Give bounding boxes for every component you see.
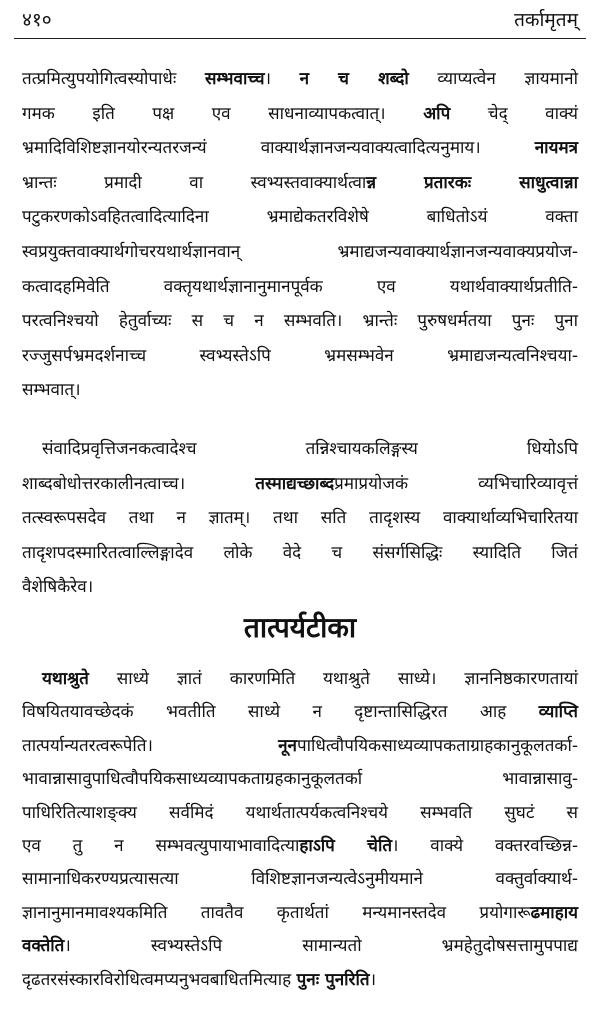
text-run: सामानाधिकरण्यप्रत्यासत्या विशिष्टज्ञानजन्यत्वेऽनुमीयमाने वक्तुर्वाक्यार्थ- (22, 869, 578, 889)
text-run: तत्प्रमित्युपयोगित्वस्योपाधेः (22, 69, 205, 89)
bold-text: न च शब्दो (299, 69, 409, 89)
text-run: शाब्दबोधोत्तरकालीनत्वाच्च। (22, 474, 256, 494)
text-run: गमक इति पक्ष एव साधनाव्यापकत्वात्। (22, 104, 424, 124)
text-line (22, 729, 578, 763)
text-run: साध्ये ज्ञातं कारणमिति यथाश्रुते साध्ये। ज्ञाननिष्ठकारणतायां (88, 669, 578, 689)
text-run: तात्पर्यान्यतरत्वरूपेति। (22, 736, 279, 756)
text-line (22, 339, 578, 373)
text-run: प्रमाप्रयोजकं व्यभिचारिव्यावृत्तं (334, 474, 578, 494)
text-line (22, 467, 578, 501)
text-line (22, 200, 578, 234)
text-line (22, 131, 578, 165)
text-run: । वाक्ये वक्तरवच्छिन्न- (392, 836, 578, 856)
text-line (22, 695, 578, 729)
text-run: । (369, 970, 377, 990)
text-run: । (264, 69, 300, 89)
text-run: पाधिरितित्याशङ्क्य सर्वमिदं यथार्थतात्पर्यकत्वनिश्चये सम्भवति सुघटं स (22, 803, 578, 823)
text-line (22, 570, 578, 604)
text-line (22, 270, 578, 304)
text-run: विषयितयावच्छेदकं भवतीति साध्ये न दृष्टान्तासिद्धिरत आह (22, 702, 539, 722)
text-run: रज्जुसर्पभ्रमदर्शनाच्च स्वभ्यस्तेऽपि भ्रमसम्भवेन भ्रमाद्यजन्यत्वनिश्चया- (22, 346, 578, 366)
bold-text: तस्माद्यच्छाब्द (255, 474, 335, 494)
text-run: वैशेषिकैरेव। (22, 577, 94, 597)
bold-text: हाऽपि चेति (299, 836, 393, 856)
text-line (22, 304, 578, 338)
text-line (22, 62, 578, 96)
header-rule (14, 38, 586, 39)
text-line (22, 796, 578, 830)
bold-text: अपि (423, 104, 451, 124)
text-run: भ्रान्तः प्रमादी वा स्वभ्यस्तवाक्यार्थत्वा (22, 173, 367, 193)
text-run: भावान्नासावुपाधित्वौपयिकसाध्यव्यापकताग्रहकानुकूलतर्का भावान्नासावु- (22, 769, 578, 789)
bold-text: पुनः पुनरिति (296, 970, 370, 990)
bold-text: ढमाहाय (530, 903, 578, 923)
text-line (22, 862, 578, 896)
text-line (22, 929, 578, 963)
text-run: भ्रमादिविशिष्टज्ञानयोरन्यतरजन्यं वाक्यार्थज्ञानजन्यवाक्यत्वादित्यनुमाय। (22, 138, 535, 158)
text-line (22, 166, 578, 200)
bold-text: यथाश्रुते (42, 669, 89, 689)
running-title: तर्कामृतम् (514, 9, 578, 31)
text-run: पाधित्वौपयिकसाध्यव्यापकताग्राहकानुकूलतर्का- (296, 736, 578, 756)
text-run: सम्भवात्। (22, 380, 81, 400)
text-line (22, 235, 578, 269)
section-heading: तात्पर्यटीका (243, 611, 357, 644)
text-line (42, 432, 578, 466)
text-run: स्वप्रयुक्तवाक्यार्थगोचरयथार्थज्ञानवान् भ्रमाद्यजन्यवाक्यार्थज्ञानजन्यवाक्यप्रयोज- (22, 242, 578, 262)
text-line (22, 373, 578, 407)
text-run: दृढतरसंस्कारविरोधित्वमप्यनुभवबाधितमित्याह (22, 970, 297, 990)
bold-text: व्याप्ति (538, 702, 578, 722)
text-run: तत्स्वरूपसदेव तथा न ज्ञातम्। तथा सति तादृशस्य वाक्यार्थाव्यभिचारितया (22, 508, 578, 528)
text-run: परत्वनिश्चयो हेतुर्वाच्यः स च न सम्भवति। भ्रान्तेः पुरुषधर्मतया पुनः पुना (22, 311, 578, 331)
text-line (22, 97, 578, 131)
text-line (22, 829, 578, 863)
text-line (22, 963, 578, 997)
text-run: एव तु न सम्भवत्युपायाभावादित्या (22, 836, 300, 856)
text-run: व्याप्यत्वेन ज्ञायमानो (408, 69, 579, 89)
bold-text: सम्भवाच्च (204, 69, 265, 89)
text-line (22, 501, 578, 535)
bold-text: वक्तेति (22, 936, 65, 956)
text-line (42, 662, 578, 696)
page-number: ४१० (22, 9, 52, 31)
text-run: पटुकरणकोऽवहितत्वादित्यादिना भ्रमाद्येकतरविशेषे बाधितोऽयं वक्ता (22, 207, 578, 227)
text-run: संवादिप्रवृत्तिजनकत्वादेश्च तन्निश्चायकलिङ्गस्य धियोऽपि (42, 439, 578, 459)
bold-text: न्न प्रतारकः साधुत्वान्ना (366, 173, 578, 193)
bold-text: नून (278, 736, 297, 756)
page-header (22, 6, 578, 36)
text-run: । स्वभ्यस्तेऽपि सामान्यतो भ्रमहेतुदोषसत्तामुपपाद्य (64, 936, 578, 956)
text-line (22, 536, 578, 570)
text-line (22, 762, 578, 796)
text-run: चेद् वाक्यं (450, 104, 578, 124)
text-line (22, 896, 578, 930)
text-run: तादृशपदस्मारितत्वाल्लिङ्गादेव लोके वेदे च संसर्गसिद्धिः स्यादिति जितं (22, 543, 578, 563)
bold-text: नायमत्र (534, 138, 578, 158)
text-run: कत्वादहमिवेति वक्तृयथार्थज्ञानानुमानपूर्वक एव यथार्थवाक्यार्थप्रतीति- (22, 277, 578, 297)
text-run: ज्ञानानुमानमावश्यकमिति तावतैव कृतार्थतां मन्यमानस्तदेव प्रयोगारू (22, 903, 531, 923)
